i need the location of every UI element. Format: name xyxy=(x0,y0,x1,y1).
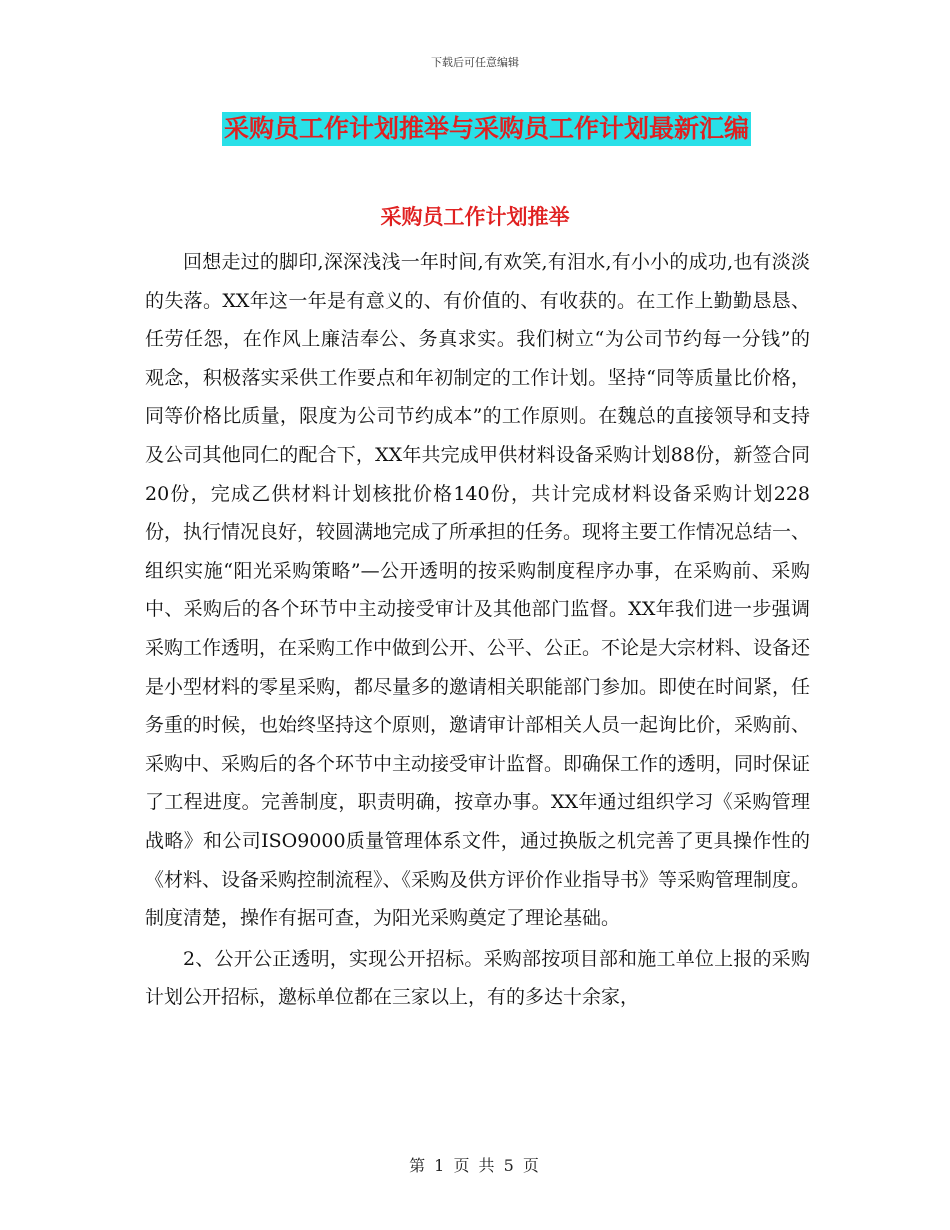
main-title: 采购员工作计划推举与采购员工作计划最新汇编 xyxy=(222,112,751,146)
body-text xyxy=(145,243,810,1017)
page-footer: 第 1 页 共 5 页 xyxy=(409,1156,541,1175)
paragraph-1: 回想走过的脚印,深深浅浅一年时间,有欢笑,有泪水,有小小的成功,也有淡淡的失落。XX年这一年是有意义的、有价值的、有收获的。在工作上勤勤恳恳、任劳任怨，在作风上廉洁奉公、务真求实。我们树立“为公司节约每一分钱”的观念，积极落实采供工作要点和年初制定的工作计划。坚持“同等质量比价格，同等价格比质量，限度为公司节约成本”的工作原则。在魏总的直接领导和支持及公司其他同仁的配合下，XX年共完成甲供材料设备采购计划88份，新签合同20份，完成乙供材料计划核批价格140份，共计完成材料设备采购计划228份，执行情况良好，较圆满地完成了所承担的任务。现将主要工作情况总结一、组织实施“阳光采购策略”—公开透明的按采购制度程序办事，在采购前、采购中、采购后的各个环节中主动接受审计及其他部门监督。XX年我们进一步强调采购工作透明，在采购工作中做到公开、公平、公正。不论是大宗材料、设备还是小型材料的零星采购，都尽量多的邀请相关职能部门参加。即使在时间紧，任务重的时候，也始终坚持这个原则，邀请审计部相关人员一起询比价，采购前、采购中、采购后的各个环节中主动接受审计监督。即确保工作的透明，同时保证了工程进度。完善制度，职责明确，按章办事。XX年通过组织学习《采购管理战略》和公司ISO9000质量管理体系文件，通过换版之机完善了更具操作性的《材料、设备采购控制流程》、《采购及供方评价作业指导书》等采购管理制度。制度清楚，操作有据可查，为阳光采购奠定了理论基础。 xyxy=(145,251,811,930)
header-note: 下载后可任意编辑 xyxy=(431,56,519,69)
section-title: 采购员工作计划推举 xyxy=(380,205,570,229)
paragraph-2: 2、公开公正透明，实现公开招标。采购部按项目部和施工单位上报的采购计划公开招标，邀标单位都在三家以上，有的多达十余家， xyxy=(145,947,810,1009)
